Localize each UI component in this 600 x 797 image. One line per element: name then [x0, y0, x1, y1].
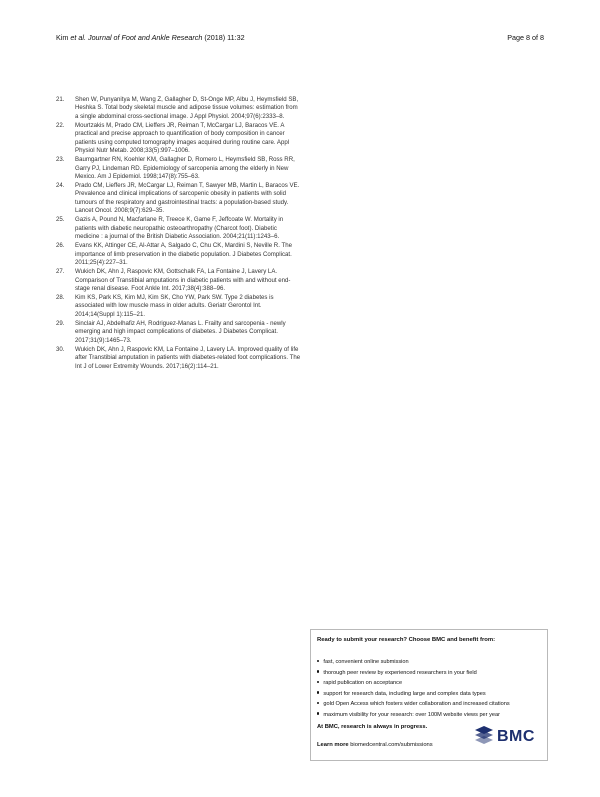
bmc-benefit-text: gold Open Access which fosters wider collaboration and increased citations — [323, 701, 510, 707]
reference-number: 25. — [56, 216, 65, 224]
header-citation: (2018) 11:32 — [204, 33, 245, 42]
reference-item — [56, 320, 302, 345]
bmc-logo — [473, 726, 537, 748]
running-title — [56, 33, 245, 42]
header-journal: et al. Journal of Foot and Ankle Research — [70, 33, 203, 42]
reference-number: 22. — [56, 121, 65, 129]
reference-item — [56, 182, 302, 216]
reference-number: 29. — [56, 319, 65, 327]
bmc-benefit-text: rapid publication on acceptance — [323, 680, 403, 686]
bmc-benefit-item — [317, 678, 510, 689]
reference-item — [56, 96, 302, 121]
bullet-icon — [317, 712, 319, 714]
bmc-submission-box — [310, 629, 548, 761]
reference-text: Gazis A, Pound N, Macfarlane R, Treece K, Game F, Jeffcoate W. Mortality in patients with diabetic neuropathic osteoarthropathy (Charcot foot). Diabetic medicine : a journal of the British Diabetic Association. 2004;21(11):1243–6. — [75, 216, 284, 241]
bmc-learn-more — [317, 742, 433, 748]
bullet-icon — [317, 681, 319, 683]
header-authors: Kim — [56, 33, 69, 42]
bullet-icon — [317, 660, 319, 662]
reference-number: 24. — [56, 182, 65, 190]
reference-item — [56, 216, 302, 241]
bmc-benefit-text: support for research data, including large and complex data types — [323, 690, 486, 697]
page-number: Page 8 of 8 — [507, 33, 544, 42]
reference-text: Wukich DK, Ahn J, Raspovic KM, La Fontaine J, Lavery LA. Improved quality of life after Transtibial amputation in patients with diabetes-related foot complications. The Int J of Lower Extremity Wounds. 2017;16(2):114–21. — [75, 345, 301, 370]
reference-text: Baumgartner RN, Koehler KM, Gallagher D, Romero L, Heymsfield SB, Ross RR, Garry PJ, Lindeman RD. Epidemiology of sarcopenia among the elderly in New Mexico. Am J Epidemiol. 1998;147(8):755–63. — [75, 156, 295, 181]
reference-number: 23. — [56, 156, 65, 164]
reference-number: 28. — [56, 293, 65, 301]
bmc-logo-icon — [473, 726, 495, 748]
reference-text: Evans KK, Attinger CE, Al-Attar A, Salgado C, Chu CK, Mardini S, Neville R. The importance of limb preservation in the diabetic population. J Diabetes Complicat. 2011;25(4):227–31. — [75, 242, 292, 267]
bmc-benefit-item — [317, 710, 510, 721]
reference-item — [56, 122, 302, 156]
reference-text: Wukich DK, Ahn J, Raspovic KM, Gottschalk FA, La Fontaine J, Lavery LA. Comparison of Transtibial amputations in diabetic patients with and without end-stage renal disease. Foot Ankle Int. 2017;38(4):388–96. — [75, 268, 291, 292]
reference-item — [56, 242, 302, 267]
page-header — [56, 33, 544, 45]
bullet-icon — [317, 702, 319, 704]
reference-text: Kim KS, Park KS, Kim MJ, Kim SK, Cho YW, Park SW. Type 2 diabetes is associated with low muscle mass in older adults. Geriatr Gerontol Int. 2014;14(Suppl 1):115–21. — [75, 293, 274, 318]
bmc-benefit-text: thorough peer review by experienced researchers in your field — [323, 669, 477, 676]
bmc-benefit-item — [317, 657, 510, 668]
bullet-icon — [317, 670, 319, 672]
reference-number: 30. — [56, 345, 65, 353]
bmc-benefit-item — [317, 689, 510, 700]
bmc-logo-text: BMC — [497, 728, 535, 745]
reference-text: Sinclair AJ, Abdelhafiz AH, Rodriguez-Manas L. Frailty and sarcopenia - newly emerging and high impact complications of diabetes. J Diabetes Complicat. 2017;31(9):1465–73. — [75, 319, 286, 344]
reference-number: 27. — [56, 268, 65, 276]
learn-more-label: Learn more — [317, 742, 349, 748]
reference-item — [56, 268, 302, 293]
reference-text: Shen W, Punyanitya M, Wang Z, Gallagher D, St-Onge MP, Albu J, Heymsfield SB, Heshka S. Total body skeletal muscle and adipose tissue volumes: estimation from a single abdominal cross-sectional image. J Appl Physiol. 2004;97(6):2333–8. — [75, 96, 299, 120]
reference-item — [56, 294, 302, 319]
reference-text: Mourtzakis M, Prado CM, Lieffers JR, Reiman T, McCargar LJ, Baracos VE. A practical and precise approach to quantification of body composition in cancer patients using computed tomography images acquired during routine care. Appl Physiol Nutr Metab. 2008;33(5):997–1006. — [75, 121, 290, 155]
bmc-benefit-item — [317, 668, 510, 679]
bmc-box-title: Ready to submit your research? Choose BMC and benefit from: — [317, 637, 496, 643]
reference-item — [56, 346, 302, 371]
reference-text: Prado CM, Lieffers JR, McCargar LJ, Reiman T, Sawyer MB, Martin L, Baracos VE. Prevalence and clinical implications of sarcopenic obesity in patients with solid tumours of the respiratory and gastrointestinal tracts: a population-based study. Lancet Oncol. 2008;9(7):629–35. — [75, 182, 300, 215]
bmc-benefit-text: fast, convenient online submission — [323, 659, 409, 665]
bmc-tagline: At BMC, research is always in progress. — [317, 724, 428, 730]
bmc-benefit-text: maximum visibility for your research: over 100M website views per year — [323, 711, 500, 718]
reference-item — [56, 156, 302, 181]
bmc-benefits-list — [317, 657, 510, 720]
reference-number: 26. — [56, 242, 65, 250]
bmc-benefit-item — [317, 699, 510, 710]
bullet-icon — [317, 691, 319, 693]
reference-list — [56, 96, 302, 372]
reference-number: 21. — [56, 96, 65, 103]
learn-more-link[interactable]: biomedcentral.com/submissions — [350, 742, 433, 748]
